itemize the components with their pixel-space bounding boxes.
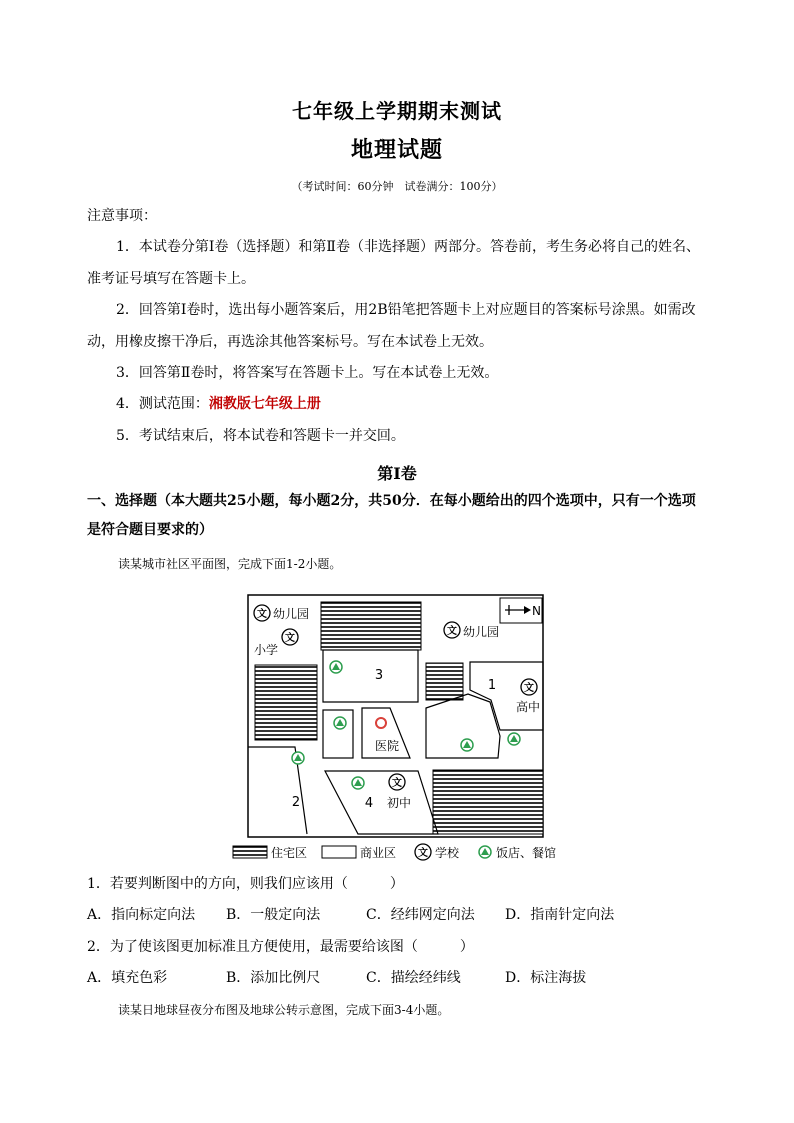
q1-option-b: B．一般定向法 <box>226 907 321 923</box>
restaurant-icon <box>352 777 364 789</box>
residential-mid <box>426 663 463 700</box>
intro-2: 读某日地球昼夜分布图及地球公转示意图，完成下面3-4小题。 <box>118 1003 450 1017</box>
kindergarten-left-label: 幼儿园 <box>273 607 310 621</box>
high-school-label: 高中 <box>516 700 541 714</box>
north-label: N <box>532 604 541 618</box>
note-5: 5．考试结束后，将本试卷和答题卡一并交回。 <box>116 428 405 444</box>
note-4-range: 湘教版七年级上册 <box>208 396 321 412</box>
restaurant-icon <box>292 752 304 764</box>
svg-text:文: 文 <box>447 626 457 637</box>
block-2-label: 2 <box>291 795 301 810</box>
legend-school: 学校 <box>435 846 460 860</box>
school-icon <box>254 605 270 621</box>
legend-commercial: 商业区 <box>360 846 397 860</box>
q2-option-d: D．标注海拔 <box>505 970 587 986</box>
q1-option-c: C．经纬网定向法 <box>366 907 475 923</box>
hospital-label: 医院 <box>374 739 400 753</box>
svg-text:文: 文 <box>524 683 534 694</box>
q2-option-b: B．添加比例尺 <box>226 970 321 986</box>
restaurant-icon <box>461 739 473 751</box>
svg-text:文: 文 <box>392 778 402 789</box>
intro-1: 读某城市社区平面图，完成下面1-2小题。 <box>118 557 342 571</box>
note-2a: 2．回答第Ⅰ卷时，选出每小题答案后，用2B铅笔把答题卡上对应题目的答案标号涂黑。如需改 <box>116 302 696 318</box>
legend-restaurant: 饭店、餐馆 <box>496 846 557 860</box>
q2-option-a: A．填充色彩 <box>87 970 168 986</box>
community-map <box>230 590 570 865</box>
legend-school-icon <box>415 844 431 860</box>
restaurant-icon <box>334 717 346 729</box>
exam-subject: 地理试题 <box>350 137 443 163</box>
svg-text:文: 文 <box>418 848 428 859</box>
school-icon <box>521 679 537 695</box>
q1-option-a: A．指向标定向法 <box>87 907 196 923</box>
middle-school-label: 初中 <box>387 796 412 810</box>
note-3: 3．回答第Ⅱ卷时，将答案写在答题卡上。写在本试卷上无效。 <box>116 365 499 381</box>
school-icon <box>282 629 298 645</box>
legend-residential-swatch <box>233 846 267 858</box>
question-type-b: 是符合题目要求的） <box>87 522 213 538</box>
map-legend <box>233 844 556 860</box>
restaurant-icon <box>508 733 520 745</box>
notes-heading: 注意事项： <box>87 208 157 224</box>
q2-option-c: C．描绘经纬线 <box>366 970 461 986</box>
svg-text:文: 文 <box>285 633 295 644</box>
note-1b: 准考证号填写在答题卡上。 <box>87 271 255 287</box>
q1-option-d: D．指南针定向法 <box>505 907 615 923</box>
kindergarten-right-label: 幼儿园 <box>463 625 500 639</box>
question-1: 1．若要判断图中的方向，则我们应该用（ ） <box>87 876 404 892</box>
note-4-prefix: 4．测试范围： <box>116 396 209 412</box>
school-icon <box>444 622 460 638</box>
restaurant-icon <box>330 661 342 673</box>
residential-top <box>321 602 421 650</box>
legend-restaurant-icon <box>479 846 491 858</box>
residential-bottom-right <box>433 770 543 834</box>
exam-title: 七年级上学期期末测试 <box>292 99 502 123</box>
school-icon <box>389 774 405 790</box>
note-1a: 1．本试卷分第Ⅰ卷（选择题）和第Ⅱ卷（非选择题）两部分。答卷前，考生务必将自己的姓名、 <box>116 239 700 255</box>
block-1-label: 1 <box>487 678 497 693</box>
legend-residential: 住宅区 <box>271 846 308 860</box>
note-2b: 动，用橡皮擦干净后，再选涂其他答案标号。写在本试卷上无效。 <box>87 334 493 350</box>
legend-commercial-swatch <box>322 846 356 858</box>
question-type-a: 一、选择题（本大题共25小题，每小题2分，共50分．在每小题给出的四个选项中，只有一个选项 <box>87 493 696 509</box>
primary-school-label: 小学 <box>254 643 279 657</box>
svg-text:文: 文 <box>257 609 267 620</box>
block-4-label: 4 <box>364 796 374 811</box>
block-3-label: 3 <box>374 668 384 683</box>
question-2: 2．为了使该图更加标准且方便使用，最需要给该图（ ） <box>87 939 474 955</box>
part-heading: 第Ⅰ卷 <box>377 464 417 483</box>
hospital-icon <box>376 718 386 728</box>
exam-info: （考试时间：60分钟 试卷满分：100分） <box>291 180 503 193</box>
note-4 <box>116 395 321 413</box>
residential-left <box>255 665 317 740</box>
